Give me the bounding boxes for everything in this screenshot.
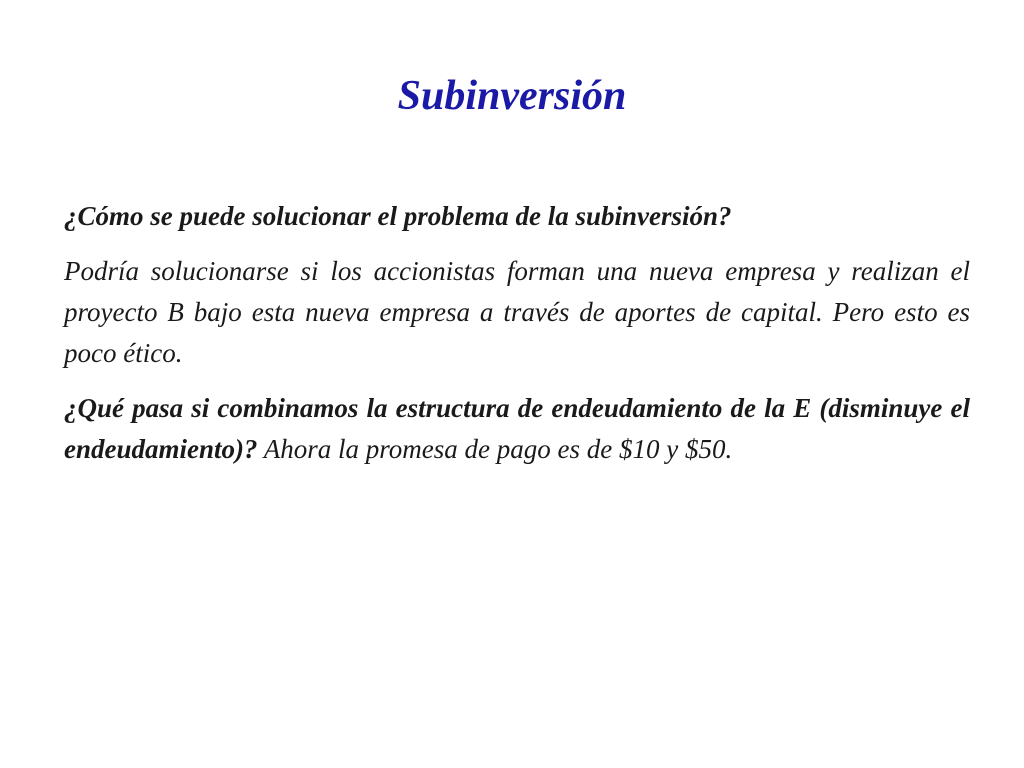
slide-title: Subinversión xyxy=(397,73,627,119)
answer-1: Podría solucionarse si los accionistas forman una nueva empresa y realizan el proyecto B bajo esta nueva empresa a través de aportes de capital. Pero esto es poco ético. xyxy=(64,256,970,368)
question-1: ¿Cómo se puede solucionar el problema de la subinversión? xyxy=(64,201,732,231)
slide-body xyxy=(64,196,970,484)
question-2: ¿Qué pasa si combinamos la estructura de endeudamiento de la E (disminuye el endeudamiento)? xyxy=(64,393,970,464)
answer-2: Ahora la promesa de pago es de $10 y $50. xyxy=(257,434,733,464)
paragraph-3 xyxy=(64,388,970,470)
